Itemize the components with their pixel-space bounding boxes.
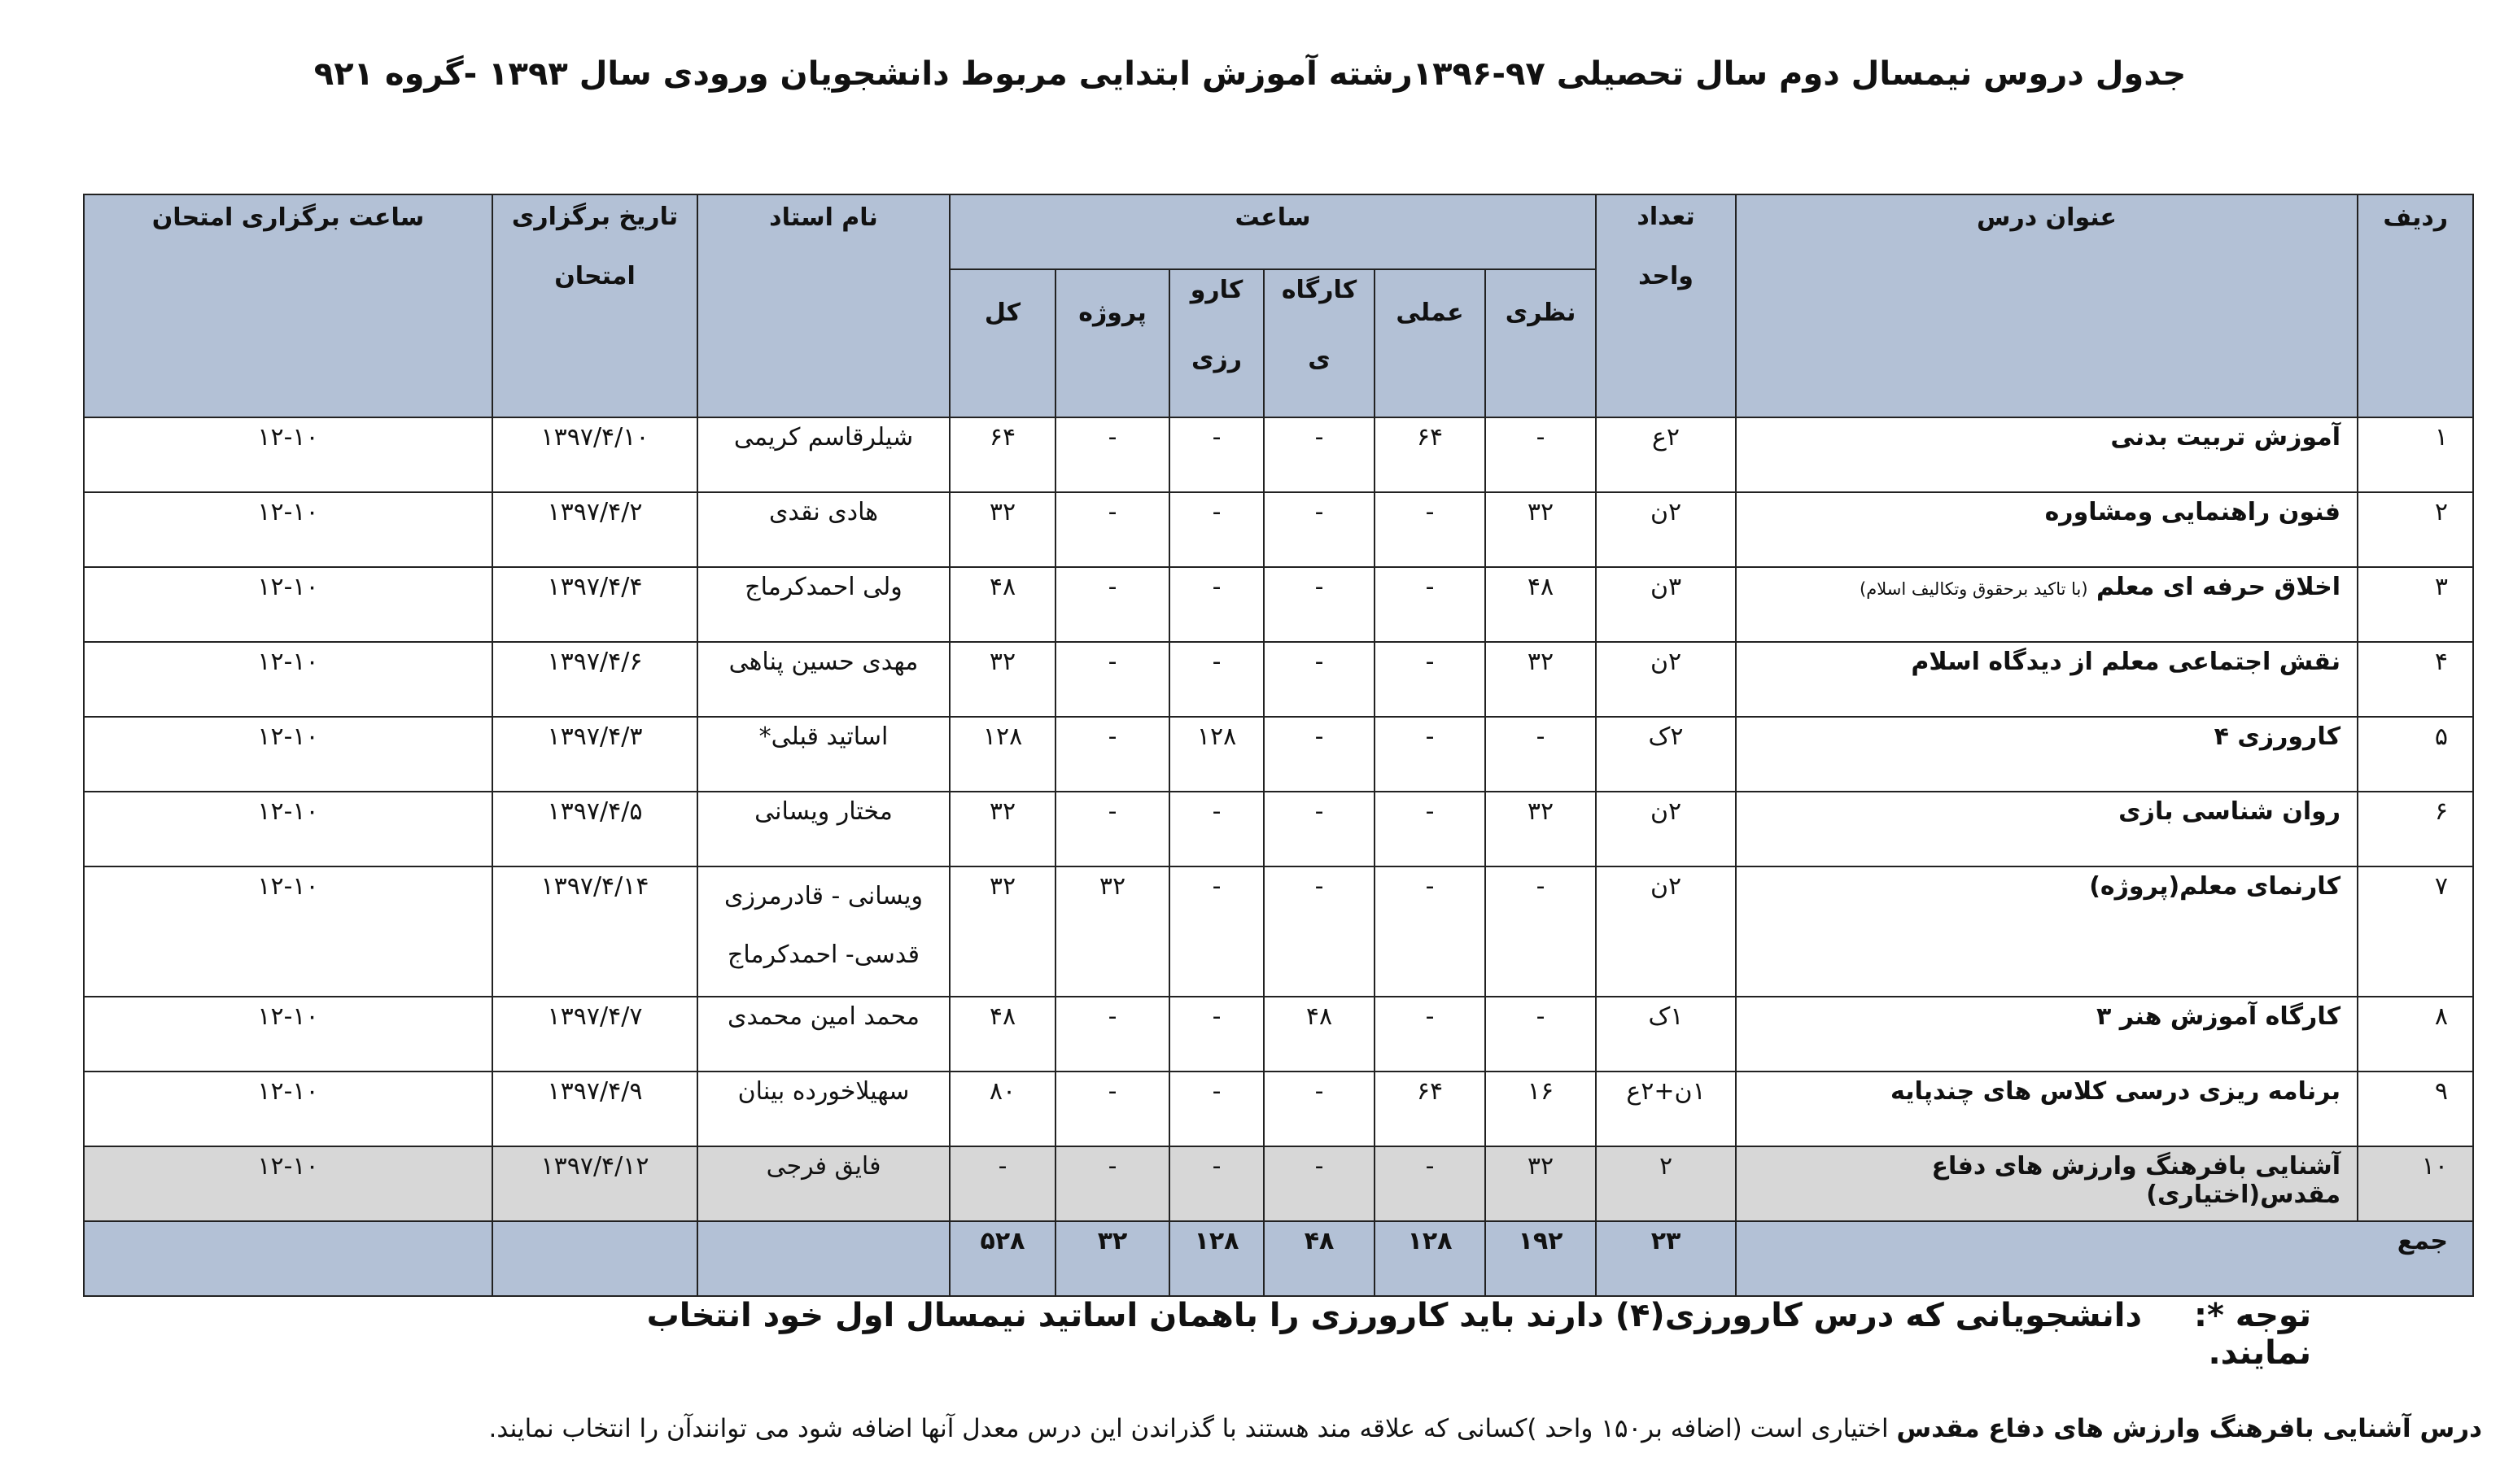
note-text: دانشجویانی که درس کارورزی(۴) دارند باید کارورزی را باهمان اساتید نیمسال اول خود انتخاب نمایند. — [646, 1297, 2311, 1372]
theory-cell: ۳۲ — [1485, 1146, 1596, 1221]
row-number: ۸ — [2358, 997, 2473, 1072]
exam-date-cell: ۱۳۹۷/۴/۴ — [492, 567, 697, 642]
header-exam-time: ساعت برگزاری امتحان — [84, 194, 492, 417]
workshop-cell: ۴۸ — [1264, 997, 1375, 1072]
theory-cell: ۳۲ — [1485, 792, 1596, 866]
teacher-name-line: قدسی- احمدکرماج — [728, 941, 920, 969]
table-row — [84, 417, 2473, 492]
course-title: کارورزی ۴ — [1736, 717, 2358, 792]
units-cell: ۱ن+۲ع — [1596, 1072, 1736, 1146]
totals-internship: ۱۲۸ — [1169, 1221, 1264, 1296]
practical-cell: - — [1375, 717, 1485, 792]
units-cell: ۲ن — [1596, 642, 1736, 717]
row-number: ۱۰ — [2358, 1146, 2473, 1221]
totals-project: ۳۲ — [1056, 1221, 1169, 1296]
theory-cell: ۴۸ — [1485, 567, 1596, 642]
course-note: (با تاکید برحقوق وتکالیف اسلام) — [1860, 579, 2088, 599]
project-cell: - — [1056, 567, 1169, 642]
total-cell: ۴۸ — [950, 997, 1056, 1072]
practical-cell: - — [1375, 492, 1485, 567]
header-row-number: ردیف — [2358, 194, 2473, 417]
course-title: آموزش تربیت بدنی — [1736, 417, 2358, 492]
total-cell: - — [950, 1146, 1056, 1221]
project-cell: - — [1056, 997, 1169, 1072]
workshop-cell: - — [1264, 492, 1375, 567]
practical-cell: - — [1375, 792, 1485, 866]
table-row — [84, 1146, 2473, 1221]
row-number: ۷ — [2358, 866, 2473, 997]
workshop-cell: - — [1264, 642, 1375, 717]
internship-cell: - — [1169, 417, 1264, 492]
practical-cell: ۶۴ — [1375, 1072, 1485, 1146]
course-title: نقش اجتماعی معلم از دیدگاه اسلام — [1736, 642, 2358, 717]
exam-date-cell: ۱۳۹۷/۴/۵ — [492, 792, 697, 866]
exam-date-cell: ۱۳۹۷/۴/۹ — [492, 1072, 697, 1146]
elective-note-text: اختیاری است (اضافه بر۱۵۰ واحد )کسانی که علاقه مند هستند با گذراندن این درس معدل آنها اضافه شود می توانندآن را انتخاب نمایند. — [488, 1414, 1897, 1443]
internship-note — [570, 1297, 2311, 1372]
teacher-cell: مختار ویسانی — [697, 792, 950, 866]
header-row — [84, 194, 2473, 269]
schedule-table — [83, 194, 2474, 1297]
internship-cell: - — [1169, 997, 1264, 1072]
workshop-cell: - — [1264, 1146, 1375, 1221]
course-title: آشنایی بافرهنگ وارزش های دفاع مقدس(اختیاری) — [1736, 1146, 2358, 1221]
header-course-title: عنوان درس — [1736, 194, 2358, 417]
header-hours: ساعت — [950, 194, 1596, 269]
units-cell: ۲ک — [1596, 717, 1736, 792]
internship-cell: - — [1169, 866, 1264, 997]
practical-cell: - — [1375, 642, 1485, 717]
exam-date-cell: ۱۳۹۷/۴/۱۰ — [492, 417, 697, 492]
course-title: کارنمای معلم(پروژه) — [1736, 866, 2358, 997]
internship-cell: - — [1169, 792, 1264, 866]
teacher-cell: محمد امین محمدی — [697, 997, 950, 1072]
row-number: ۴ — [2358, 642, 2473, 717]
exam-time-cell: ۱۲-۱۰ — [84, 642, 492, 717]
totals-total: ۵۲۸ — [950, 1221, 1056, 1296]
total-cell: ۳۲ — [950, 492, 1056, 567]
row-number: ۳ — [2358, 567, 2473, 642]
exam-time-cell: ۱۲-۱۰ — [84, 417, 492, 492]
theory-cell: ۳۲ — [1485, 492, 1596, 567]
header-units: تعداد واحد — [1596, 194, 1736, 417]
units-cell: ۲ — [1596, 1146, 1736, 1221]
teacher-cell: مهدی حسین پناهی — [697, 642, 950, 717]
exam-date-cell: ۱۳۹۷/۴/۳ — [492, 717, 697, 792]
exam-time-cell: ۱۲-۱۰ — [84, 997, 492, 1072]
course-title: کارگاه آموزش هنر ۳ — [1736, 997, 2358, 1072]
teacher-name-line: ویسانی - قادرمرزی — [724, 882, 923, 910]
row-number: ۱ — [2358, 417, 2473, 492]
units-cell: ۳ن — [1596, 567, 1736, 642]
total-cell: ۸۰ — [950, 1072, 1056, 1146]
project-cell: - — [1056, 1146, 1169, 1221]
exam-time-cell: ۱۲-۱۰ — [84, 792, 492, 866]
header-exam-date: تاریخ برگزاری امتحان — [492, 194, 697, 417]
workshop-cell: - — [1264, 417, 1375, 492]
exam-time-cell: ۱۲-۱۰ — [84, 1146, 492, 1221]
total-cell: ۳۲ — [950, 792, 1056, 866]
theory-cell: - — [1485, 866, 1596, 997]
teacher-cell: هادی نقدی — [697, 492, 950, 567]
row-number: ۶ — [2358, 792, 2473, 866]
project-cell: - — [1056, 717, 1169, 792]
units-cell: ۱ک — [1596, 997, 1736, 1072]
header-teacher: نام استاد — [697, 194, 950, 417]
practical-cell: ۶۴ — [1375, 417, 1485, 492]
practical-cell: - — [1375, 1146, 1485, 1221]
exam-time-cell: ۱۲-۱۰ — [84, 567, 492, 642]
course-title: اخلاق حرفه ای معلم (با تاکید برحقوق وتکالیف اسلام) — [1736, 567, 2358, 642]
row-number: ۹ — [2358, 1072, 2473, 1146]
workshop-cell: - — [1264, 717, 1375, 792]
course-title: روان شناسی بازی — [1736, 792, 2358, 866]
exam-time-cell: ۱۲-۱۰ — [84, 1072, 492, 1146]
totals-empty-teacher — [697, 1221, 950, 1296]
totals-empty-time — [84, 1221, 492, 1296]
practical-cell: - — [1375, 997, 1485, 1072]
page-title: جدول دروس نیمسال دوم سال تحصیلی ۹۷-۱۳۹۶رشته آموزش ابتدایی مربوط دانشجویان ورودی سال ۱۳۹۳ -گروه ۹۲۱ — [313, 55, 2187, 93]
row-number: ۵ — [2358, 717, 2473, 792]
teacher-cell: اساتید قبلی* — [697, 717, 950, 792]
table-row — [84, 1072, 2473, 1146]
table-row — [84, 792, 2473, 866]
teacher-cell: سهیلاخورده بینان — [697, 1072, 950, 1146]
internship-cell: - — [1169, 1146, 1264, 1221]
totals-practical: ۱۲۸ — [1375, 1221, 1485, 1296]
header-theory: نظری — [1485, 269, 1596, 417]
total-cell: ۱۲۸ — [950, 717, 1056, 792]
totals-theory: ۱۹۲ — [1485, 1221, 1596, 1296]
project-cell: - — [1056, 1072, 1169, 1146]
header-practical: عملی — [1375, 269, 1485, 417]
theory-cell: - — [1485, 997, 1596, 1072]
theory-cell: ۱۶ — [1485, 1072, 1596, 1146]
project-cell: - — [1056, 492, 1169, 567]
totals-units: ۲۳ — [1596, 1221, 1736, 1296]
totals-label: جمع — [1736, 1221, 2473, 1296]
total-cell: ۳۲ — [950, 866, 1056, 997]
internship-cell: ۱۲۸ — [1169, 717, 1264, 792]
exam-time-cell: ۱۲-۱۰ — [84, 492, 492, 567]
theory-cell: - — [1485, 717, 1596, 792]
internship-cell: - — [1169, 1072, 1264, 1146]
header-project: پروژه — [1056, 269, 1169, 417]
internship-cell: - — [1169, 492, 1264, 567]
table-row — [84, 492, 2473, 567]
header-internship: کارو رزی — [1169, 269, 1264, 417]
exam-date-cell: ۱۳۹۷/۴/۲ — [492, 492, 697, 567]
internship-cell: - — [1169, 567, 1264, 642]
teacher-cell: فایق فرجی — [697, 1146, 950, 1221]
table-row — [84, 997, 2473, 1072]
total-cell: ۳۲ — [950, 642, 1056, 717]
workshop-cell: - — [1264, 866, 1375, 997]
totals-row — [84, 1221, 2473, 1296]
units-cell: ۲ن — [1596, 492, 1736, 567]
internship-cell: - — [1169, 642, 1264, 717]
exam-time-cell: ۱۲-۱۰ — [84, 717, 492, 792]
theory-cell: - — [1485, 417, 1596, 492]
table-row — [84, 866, 2473, 997]
project-cell: - — [1056, 642, 1169, 717]
teacher-cell — [697, 866, 950, 997]
exam-date-cell: ۱۳۹۷/۴/۶ — [492, 642, 697, 717]
row-number: ۲ — [2358, 492, 2473, 567]
units-cell: ۲ن — [1596, 792, 1736, 866]
project-cell: ۳۲ — [1056, 866, 1169, 997]
table-row — [84, 642, 2473, 717]
units-cell: ۲ن — [1596, 866, 1736, 997]
elective-note — [269, 1414, 2482, 1443]
note-label: توجه *: — [2193, 1297, 2311, 1334]
table-row — [84, 567, 2473, 642]
exam-time-cell: ۱۲-۱۰ — [84, 866, 492, 997]
practical-cell: - — [1375, 567, 1485, 642]
exam-date-cell: ۱۳۹۷/۴/۱۲ — [492, 1146, 697, 1221]
total-cell: ۶۴ — [950, 417, 1056, 492]
workshop-cell: - — [1264, 792, 1375, 866]
teacher-cell: شیلرقاسم کریمی — [697, 417, 950, 492]
exam-date-cell: ۱۳۹۷/۴/۱۴ — [492, 866, 697, 997]
total-cell: ۴۸ — [950, 567, 1056, 642]
totals-empty-date — [492, 1221, 697, 1296]
workshop-cell: - — [1264, 1072, 1375, 1146]
table-row — [84, 717, 2473, 792]
course-title: فنون راهنمایی ومشاوره — [1736, 492, 2358, 567]
project-cell: - — [1056, 792, 1169, 866]
course-title: برنامه ریزی درسی کلاس های چندپایه — [1736, 1072, 2358, 1146]
exam-date-cell: ۱۳۹۷/۴/۷ — [492, 997, 697, 1072]
project-cell: - — [1056, 417, 1169, 492]
practical-cell: - — [1375, 866, 1485, 997]
teacher-cell: ولی احمدکرماج — [697, 567, 950, 642]
units-cell: ۲ع — [1596, 417, 1736, 492]
totals-workshop: ۴۸ — [1264, 1221, 1375, 1296]
workshop-cell: - — [1264, 567, 1375, 642]
theory-cell: ۳۲ — [1485, 642, 1596, 717]
header-total: کل — [950, 269, 1056, 417]
elective-note-course: درس آشنایی بافرهنگ وارزش های دفاع مقدس — [1896, 1414, 2482, 1443]
header-workshop: کارگاه ی — [1264, 269, 1375, 417]
